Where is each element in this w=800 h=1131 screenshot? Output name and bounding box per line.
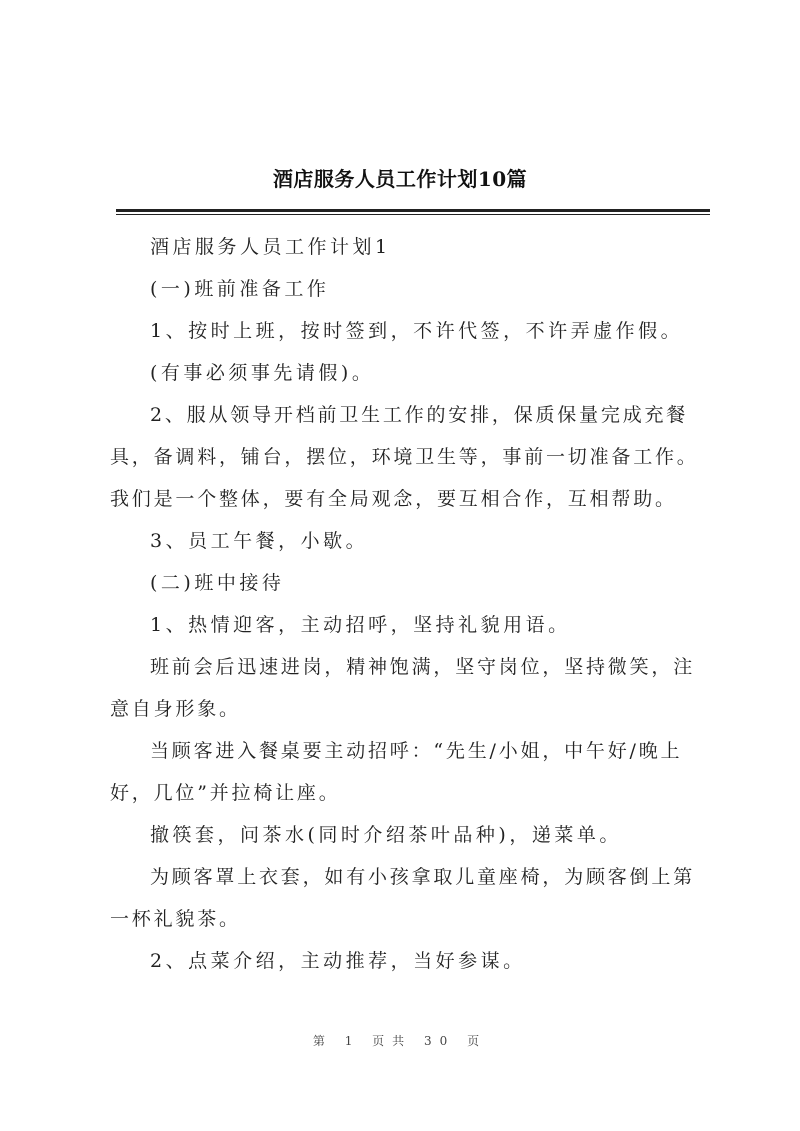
- paragraph-post-briefing: 班前会后迅速进岗，精神饱满，坚守岗位，坚持微笑，注意自身形象。: [110, 656, 696, 720]
- paragraph-section-in-shift: (二)班中接待: [150, 572, 285, 594]
- page-number-footer: 第 1 页共 30 页: [312, 1034, 488, 1048]
- paragraph-heading-plan-1: 酒店服务人员工作计划1: [150, 236, 391, 258]
- paragraph-greeting: 当顾客进入餐桌要主动招呼：“先生/小姐，中午好/晚上好，几位”并拉椅让座。: [110, 740, 683, 804]
- paragraph-item-3-lunch: 3、员工午餐，小歇。: [150, 530, 369, 552]
- paragraph-item-2-ordering: 2、点菜介绍，主动推荐，当好参谋。: [150, 950, 526, 972]
- paragraph-cover-tea: 为顾客罩上衣套，如有小孩拿取儿童座椅，为顾客倒上第一杯礼貌茶。: [110, 866, 696, 930]
- paragraph-leave-note: (有事必须事先请假)。: [150, 362, 375, 384]
- paragraph-chopstick-tea: 撤筷套，问茶水(同时介绍茶叶品种)，递菜单。: [150, 824, 622, 846]
- document-body: [110, 226, 710, 982]
- document-title: 酒店服务人员工作计划10篇: [272, 167, 528, 191]
- paragraph-section-pre-shift: (一)班前准备工作: [150, 278, 330, 300]
- paragraph-item-1-punctuality: 1、按时上班，按时签到，不许代签，不许弄虚作假。: [150, 320, 684, 342]
- paragraph-item-2-preparation: 2、服从领导开档前卫生工作的安排，保质保量完成充餐具，备调料，铺台，摆位，环境卫生等，事前一切准备工作。我们是一个整体，要有全局观念，要互相合作，互相帮助。: [110, 404, 699, 510]
- paragraph-item-1-welcome: 1、热情迎客，主动招呼，坚持礼貌用语。: [150, 614, 571, 636]
- title-divider: [116, 209, 710, 212]
- title-divider-thin: [116, 214, 710, 215]
